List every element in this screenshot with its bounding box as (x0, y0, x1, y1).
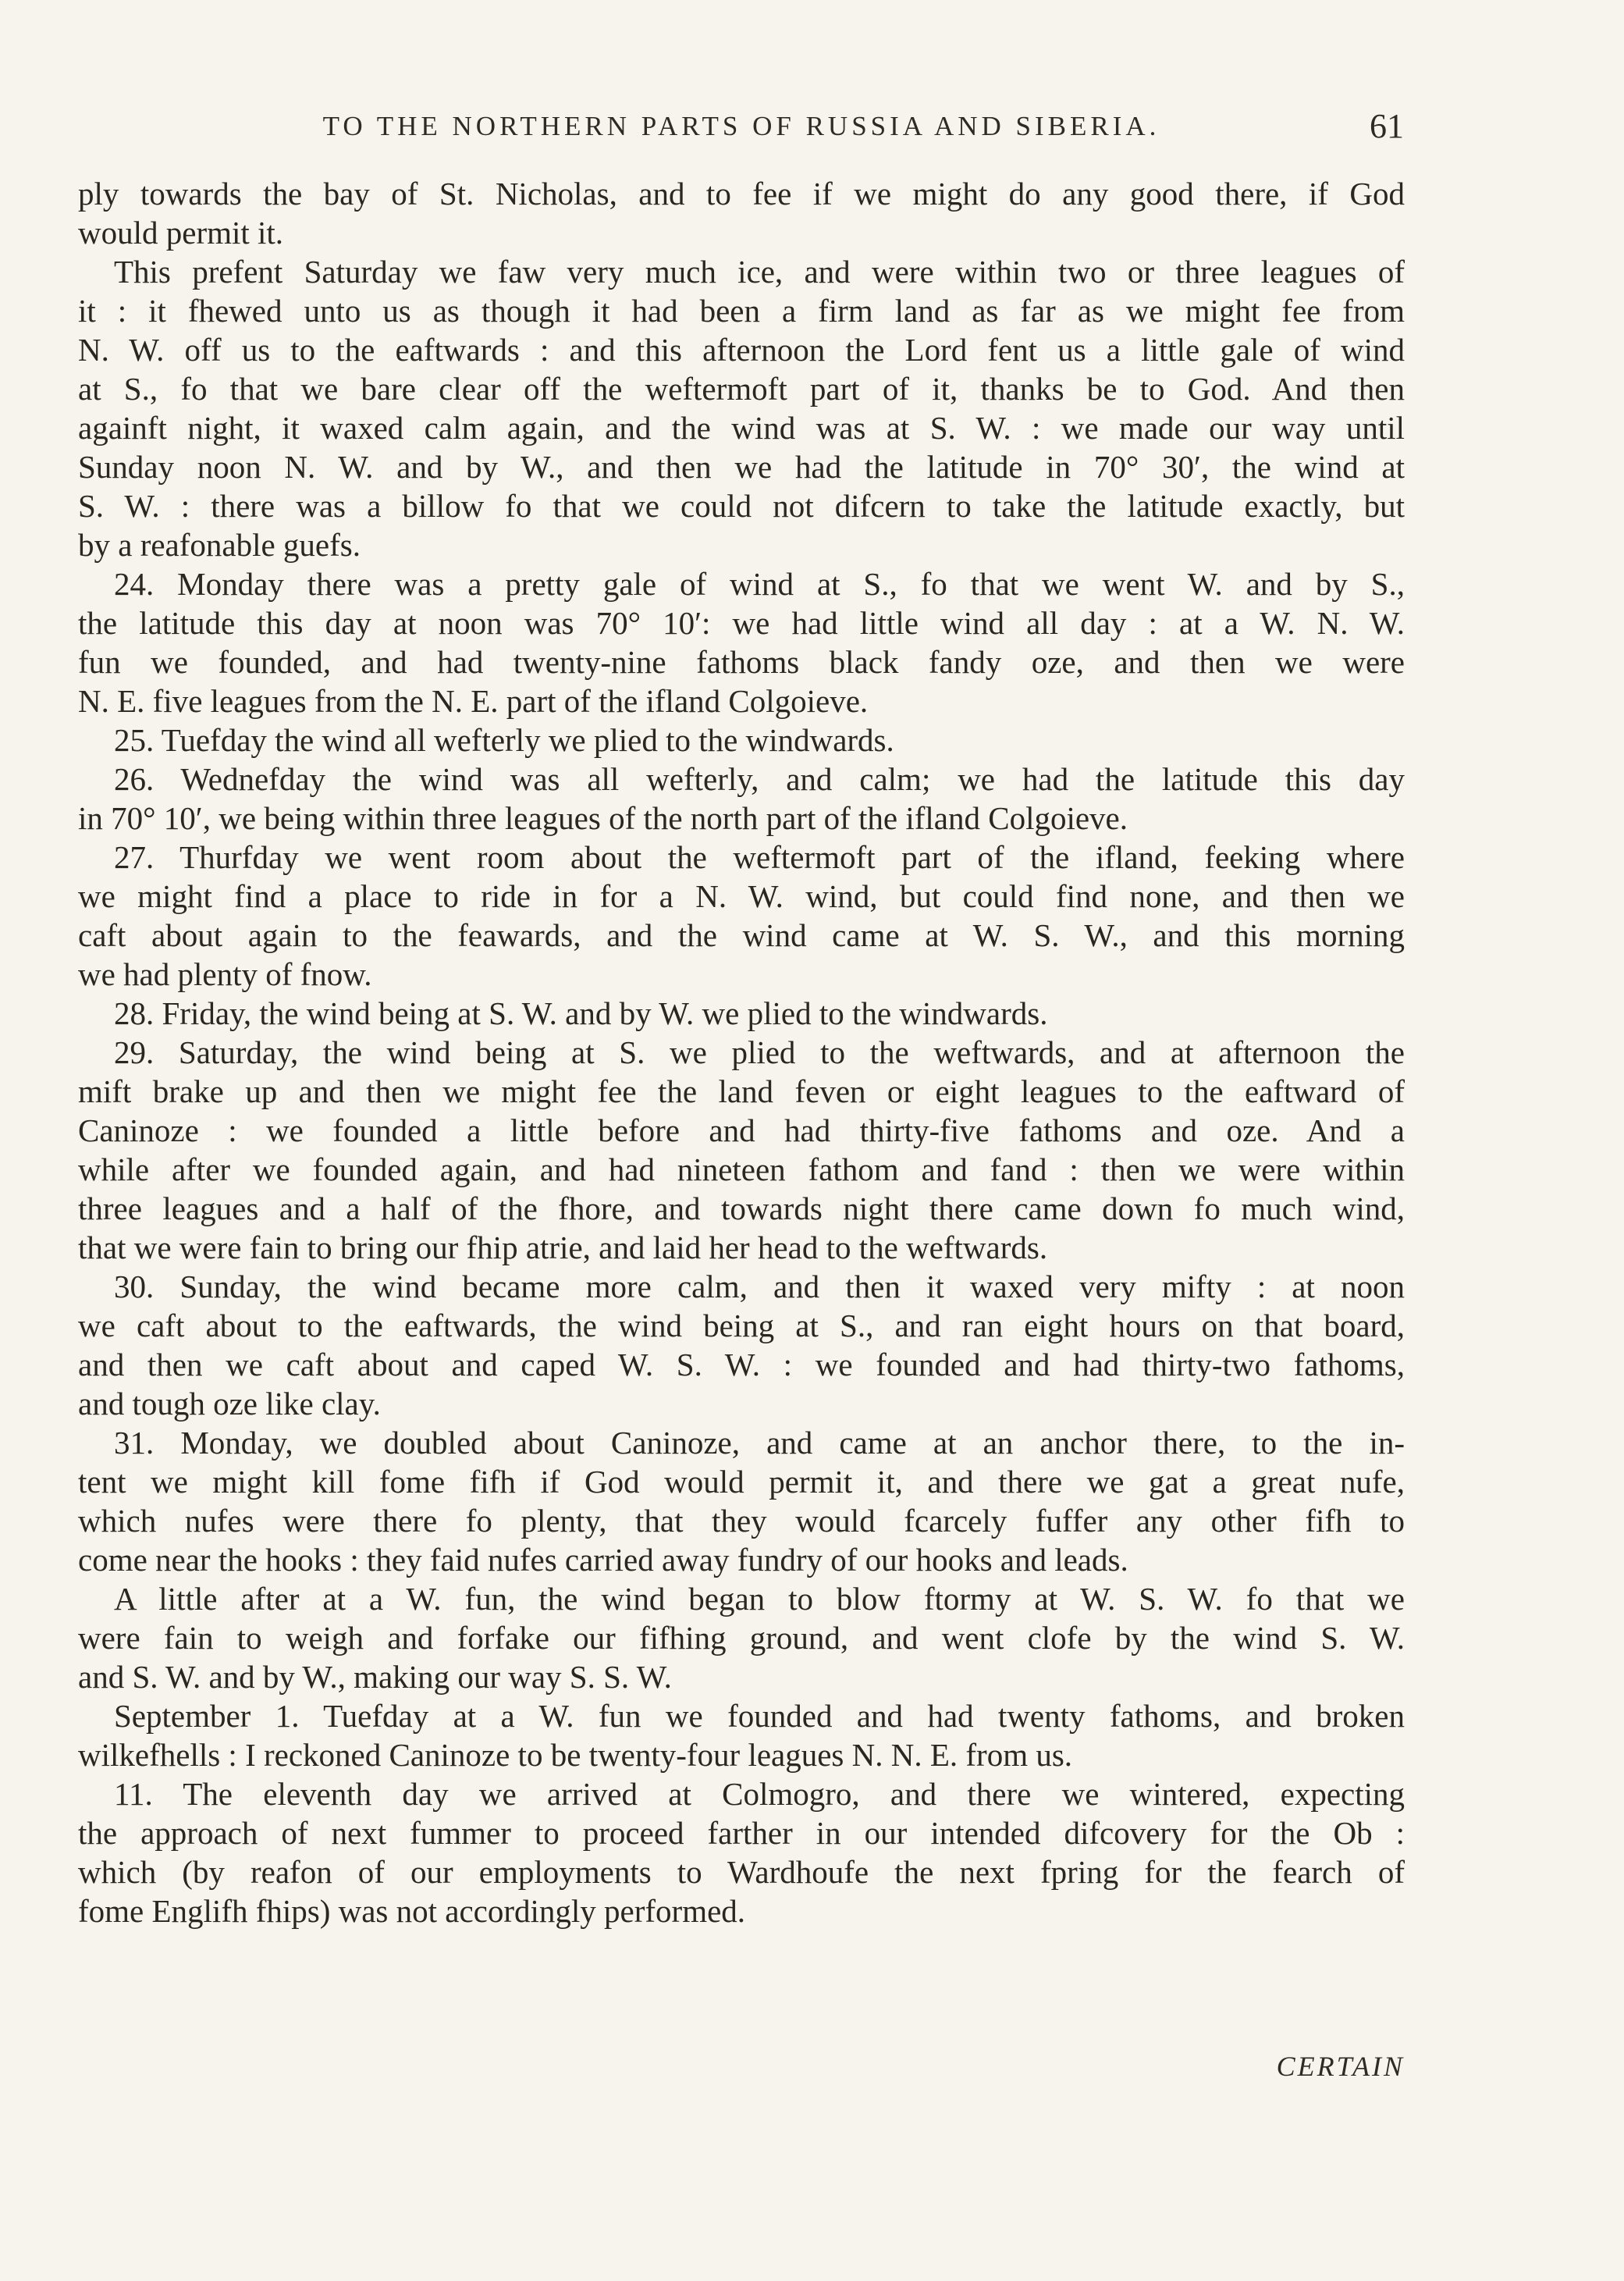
text-line: would permit it. (78, 215, 284, 251)
text-line: September 1. Tuefday at a W. fun we founded and had twenty fathoms, and broken (114, 1698, 1405, 1734)
text-line: we had plenty of fnow. (78, 956, 372, 992)
text-line: it : it fhewed unto us as though it had been a firm land as far as we might fee from (78, 293, 1405, 329)
text-line: fome Englifh fhips) was not accordingly performed. (78, 1893, 746, 1929)
text-line: mift brake up and then we might fee the land feven or eight leagues to the eaftward of (78, 1073, 1405, 1109)
text-line: N. E. five leagues from the N. E. part of the ifland Colgoieve. (78, 683, 869, 719)
text-line: 28. Friday, the wind being at S. W. and by W. we plied to the windwards. (114, 995, 1048, 1031)
text-line: at S., fo that we bare clear off the weftermoft part of it, thanks be to God. And then (78, 371, 1405, 407)
text-line: and S. W. and by W., making our way S. S. W. (78, 1659, 672, 1695)
text-line: three leagues and a half of the fhore, and towards night there came down fo much wind, (78, 1190, 1405, 1226)
text-line: 29. Saturday, the wind being at S. we plied to the weftwards, and at afternoon the (114, 1034, 1405, 1070)
text-line: 26. Wednefday the wind was all wefterly, and calm; we had the latitude this day (114, 761, 1405, 797)
text-line: S. W. : there was a billow fo that we could not difcern to take the latitude exactly, but (78, 488, 1405, 524)
text-line: while after we founded again, and had nineteen fathom and fand : then we were within (78, 1151, 1405, 1187)
text-line: the approach of next fummer to proceed farther in our intended difcovery for the Ob : (78, 1815, 1405, 1851)
text-line: tent we might kill fome fifh if God would permit it, and there we gat a great nufe, (78, 1464, 1405, 1500)
text-line: and then we caft about and caped W. S. W. : we founded and had thirty-two fathoms, (78, 1347, 1405, 1382)
text-line: wilkefhells : I reckoned Caninoze to be twenty-four leagues N. N. E. from us. (78, 1737, 1073, 1773)
text-line: we caft about to the eaftwards, the wind being at S., and ran eight hours on that board, (78, 1308, 1405, 1343)
text-line: which (by reafon of our employments to Wardhoufe the next fpring for the fearch of (78, 1854, 1405, 1890)
text-line: by a reafonable guefs. (78, 527, 361, 563)
text-line: N. W. off us to the eaftwards : and this afternoon the Lord fent us a little gale of wind (78, 332, 1405, 368)
text-line: the latitude this day at noon was 70° 10′: we had little wind all day : at a W. N. W. (78, 605, 1405, 641)
text-line: 24. Monday there was a pretty gale of wind at S., fo that we went W. and by S., (114, 566, 1405, 602)
text-line: 11. The eleventh day we arrived at Colmogro, and there we wintered, expecting (114, 1776, 1405, 1812)
text-line: were fain to weigh and forfake our fifhing ground, and went clofe by the wind S. W. (78, 1620, 1405, 1656)
text-line: 31. Monday, we doubled about Caninoze, and came at an anchor there, to the in- (114, 1425, 1405, 1461)
text-line: 25. Tuefday the wind all wefterly we plied to the windwards. (114, 722, 894, 758)
text-line: ply towards the bay of St. Nicholas, and to fee if we might do any good there, if God (78, 176, 1405, 212)
body-text (78, 174, 1405, 1930)
text-line: 27. Thurfday we went room about the weftermoft part of the ifland, feeking where (114, 839, 1405, 875)
page-number: 61 (1370, 107, 1404, 145)
running-head: TO THE NORTHERN PARTS OF RUSSIA AND SIBERIA. (322, 111, 1160, 141)
catchword: CERTAIN (1276, 2051, 1405, 2082)
text-line: A little after at a W. fun, the wind began to blow ftormy at W. S. W. fo that we (114, 1581, 1405, 1617)
text-line: againft night, it waxed calm again, and the wind was at S. W. : we made our way until (78, 410, 1405, 446)
text-line: we might find a place to ride in for a N. W. wind, but could find none, and then we (78, 878, 1405, 914)
text-line: caft about again to the feawards, and the wind came at W. S. W., and this morning (78, 917, 1405, 953)
text-line: Sunday noon N. W. and by W., and then we had the latitude in 70° 30′, the wind at (78, 449, 1405, 485)
text-line: and tough oze like clay. (78, 1386, 381, 1422)
text-line: This prefent Saturday we faw very much ice, and were within two or three leagues of (114, 254, 1405, 290)
text-line: 30. Sunday, the wind became more calm, and then it waxed very mifty : at noon (114, 1269, 1405, 1304)
text-line: come near the hooks : they faid nufes carried away fundry of our hooks and leads. (78, 1542, 1128, 1578)
text-line: Caninoze : we founded a little before and had thirty-five fathoms and oze. And a (78, 1112, 1405, 1148)
text-line: in 70° 10′, we being within three leagues of the north part of the ifland Colgoieve. (78, 800, 1128, 836)
text-line: that we were fain to bring our fhip atrie, and laid her head to the weftwards. (78, 1229, 1048, 1265)
text-line: which nufes were there fo plenty, that they would fcarcely fuffer any other fifh to (78, 1503, 1405, 1539)
text-line: fun we founded, and had twenty-nine fathoms black fandy oze, and then we were (78, 644, 1405, 680)
